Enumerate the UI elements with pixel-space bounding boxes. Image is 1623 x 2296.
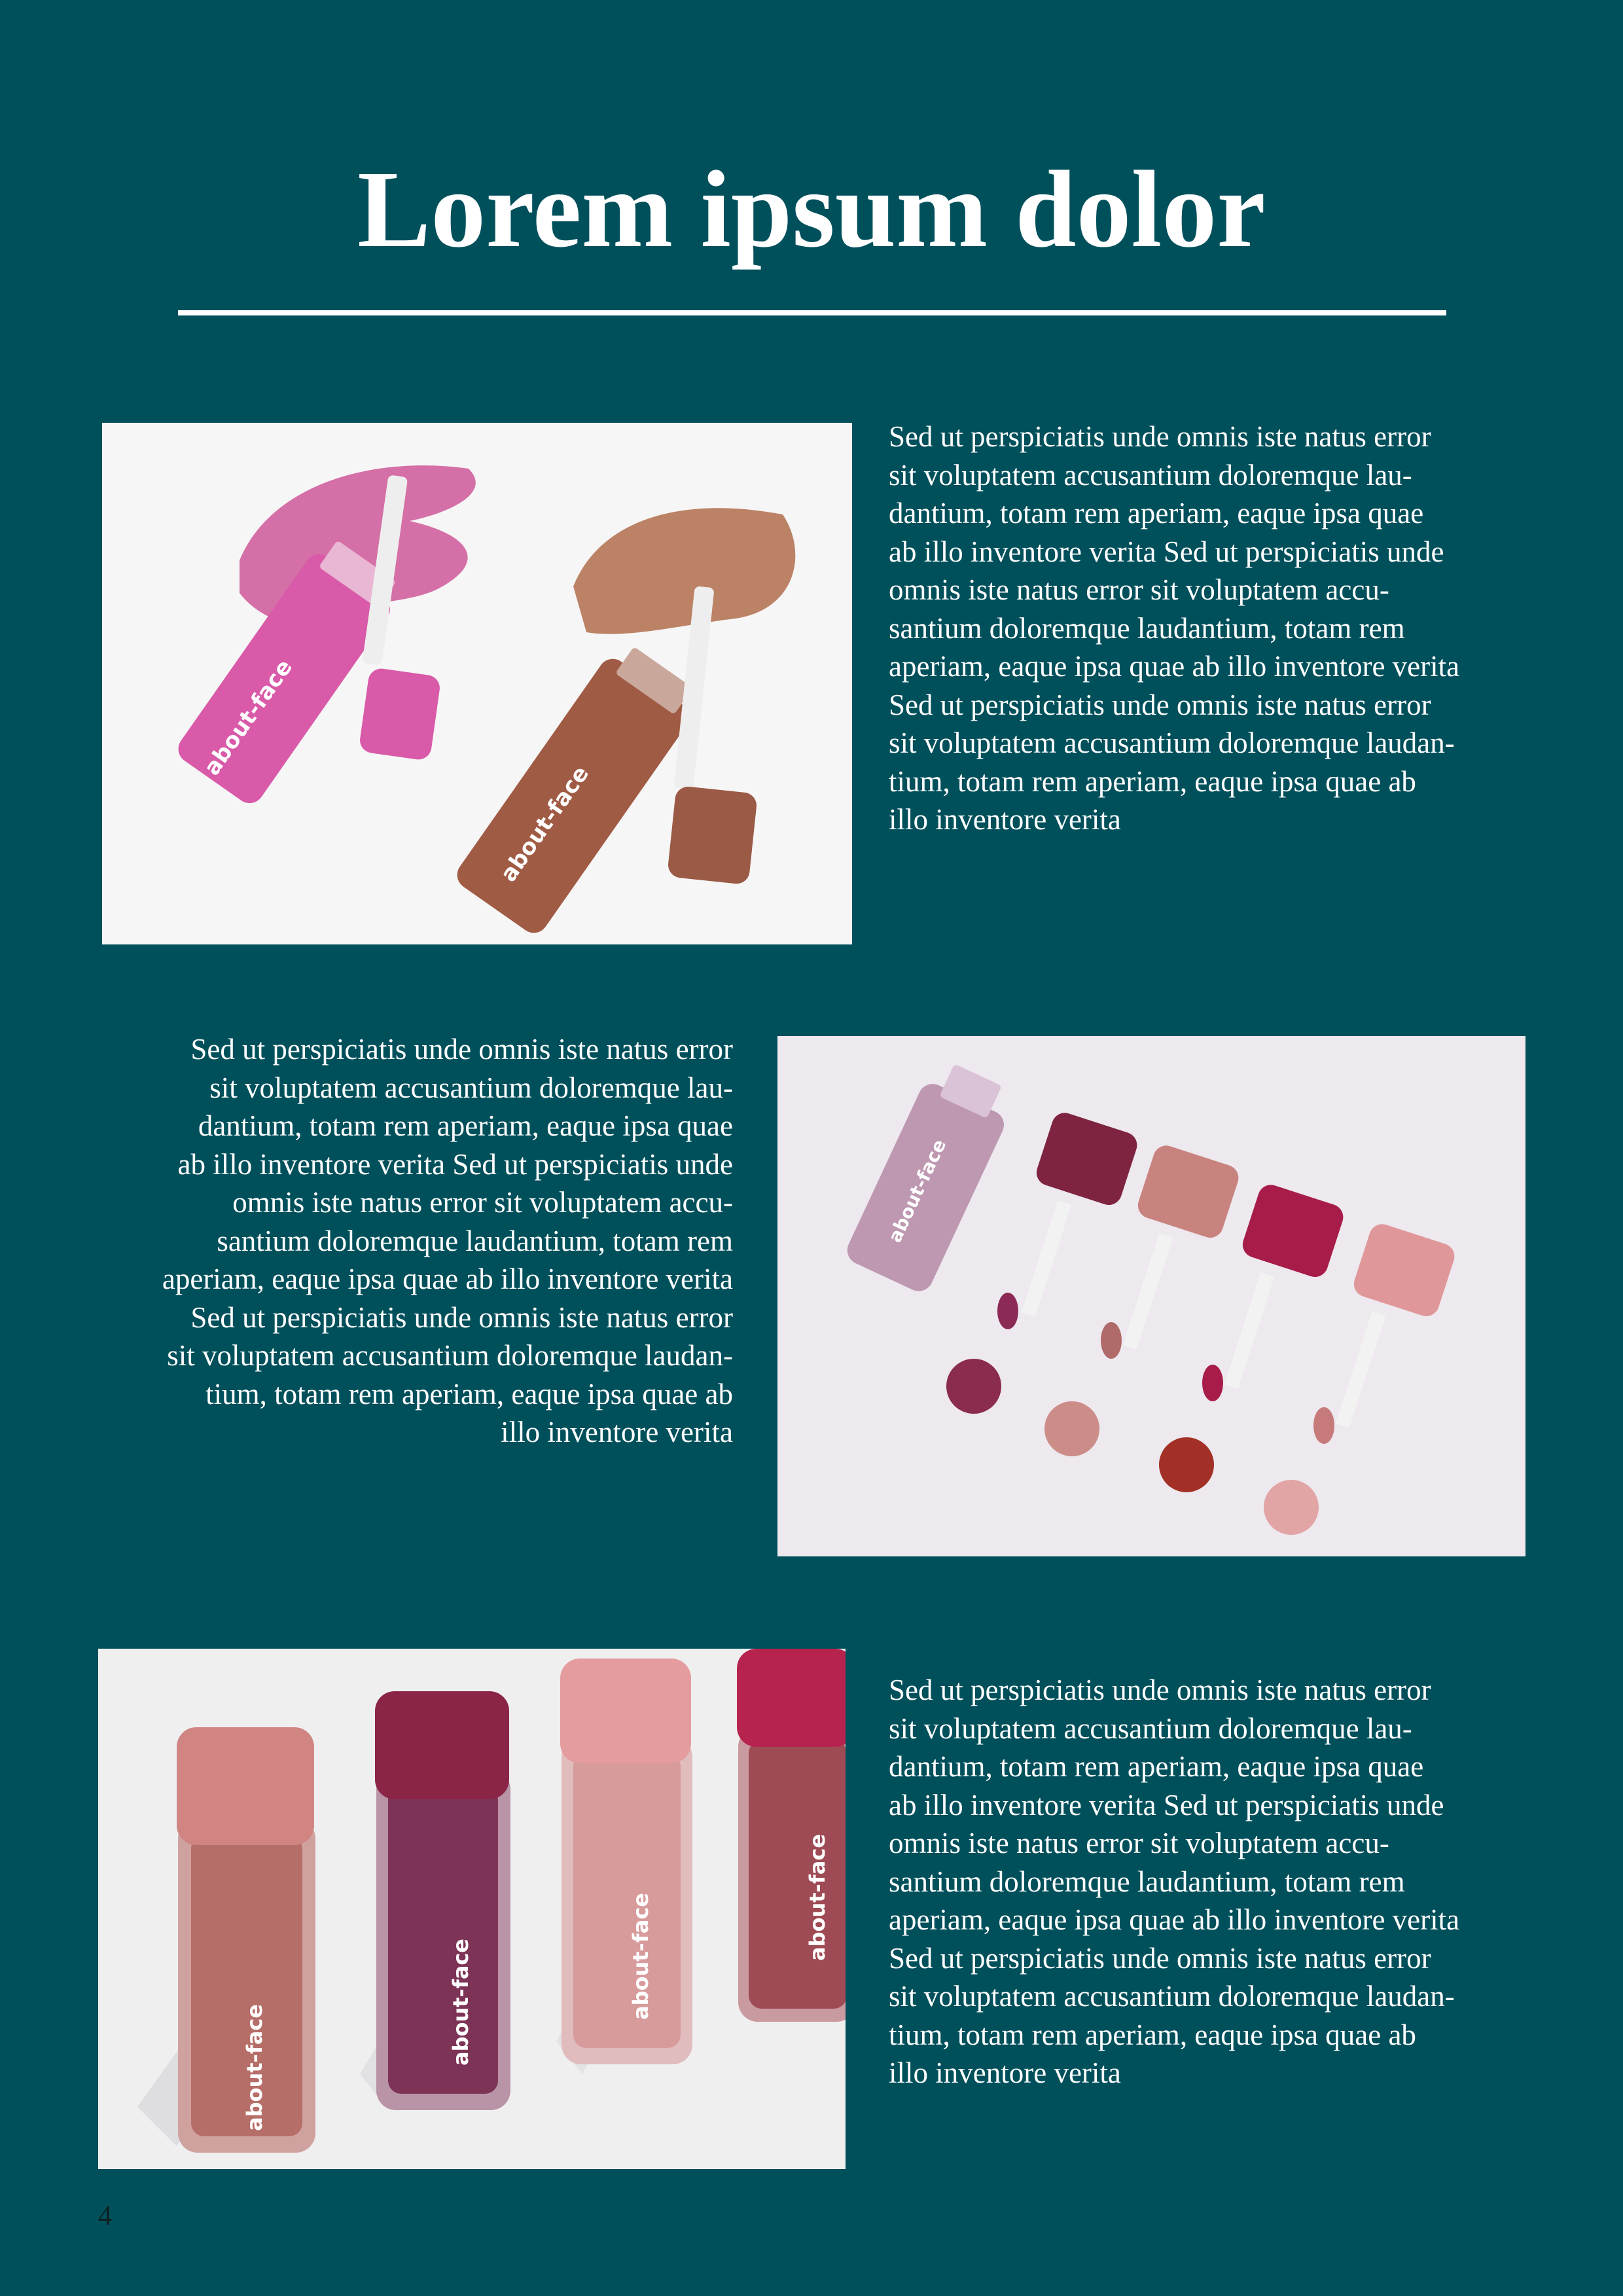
brand-label: about-face: [448, 1938, 473, 2066]
lip-gloss-pink-and-brown-swatch-image: [102, 423, 852, 944]
lip-tint-bottles-row-image: [98, 1649, 846, 2169]
page-number: 4: [98, 2201, 112, 2231]
brand-label: about-face: [242, 2003, 267, 2132]
section-1-paragraph: Sed ut perspiciatis unde omnis iste natus error sit voluptatem accusantium doloremque lau- dantium, totam rem aperiam, eaque ipsa quae ab illo inventore verita Sed ut perspiciatis unde omnis iste natus error sit voluptatem accu- santium doloremque laudantium, totam rem aperiam, eaque ipsa quae ab illo inventore verita Sed ut perspiciatis unde omnis iste natus error sit voluptatem accusantium doloremque laudan- tium, totam rem aperiam, eaque ipsa quae ab illo inventore verita: [889, 420, 1460, 836]
brand-label: about-face: [805, 1833, 830, 1962]
brand-label: about-face: [495, 761, 595, 887]
section-2-paragraph: Sed ut perspiciatis unde omnis iste natus error sit voluptatem accusantium doloremque lau- dantium, totam rem aperiam, eaque ipsa quae ab illo inventore verita Sed ut perspiciatis unde omnis iste natus error sit voluptatem accu- santium doloremque laudantium, totam rem aperiam, eaque ipsa quae ab illo inventore verita Sed ut perspiciatis unde omnis iste natus error sit voluptatem accusantium doloremque laudan- tium, totam rem aperiam, eaque ipsa quae ab illo inventore verita: [162, 1033, 733, 1448]
page-title: Lorem ipsum dolor: [357, 149, 1266, 270]
lip-tint-applicators-image: [777, 1036, 1525, 1556]
brand-label: about-face: [883, 1136, 951, 1246]
brand-label: about-face: [628, 1892, 653, 2020]
brand-label: about-face: [198, 655, 298, 781]
title-divider: [178, 310, 1446, 315]
section-3-paragraph: Sed ut perspiciatis unde omnis iste natus error sit voluptatem accusantium doloremque lau- dantium, totam rem aperiam, eaque ipsa quae ab illo inventore verita Sed ut perspiciatis unde omnis iste natus error sit voluptatem accu- santium doloremque laudantium, totam rem aperiam, eaque ipsa quae ab illo inventore verita Sed ut perspiciatis unde omnis iste natus error sit voluptatem accusantium doloremque laudan- tium, totam rem aperiam, eaque ipsa quae ab illo inventore verita: [889, 1674, 1460, 2089]
